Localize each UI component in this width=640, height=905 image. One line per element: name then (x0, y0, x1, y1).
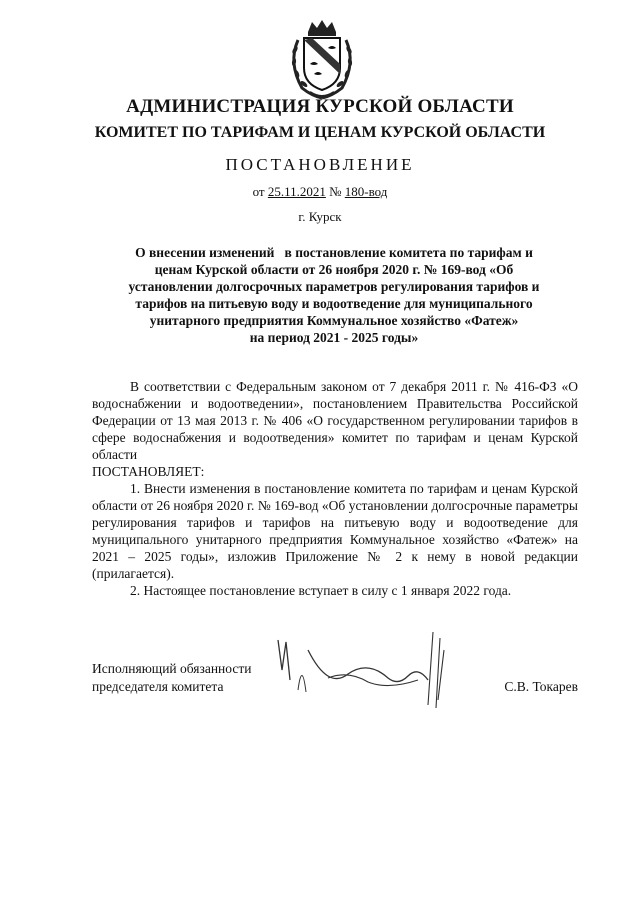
date-number-line (0, 184, 640, 200)
subject-line: на период 2021 - 2025 годы» (249, 330, 419, 345)
city: г. Курск (298, 209, 342, 224)
subject-line: О внесении изменений в постановление комитета по тарифам и (135, 245, 533, 260)
organization-title: АДМИНИСТРАЦИЯ КУРСКОЙ ОБЛАСТИ (126, 96, 514, 117)
subject-line: унитарного предприятия Коммунальное хозяйство «Фатеж» (149, 313, 519, 328)
resolves-heading: ПОСТАНОВЛЯЕТ: (92, 464, 205, 479)
item-1-paragraph: 1. Внести изменения в постановление комитета по тарифам и ценам Курской области от 26 ноября 2020 г. № 169-вод «Об установлении долгосрочные параметры регулирования тарифов и тарифов на питьевую воду и водоотведение для муниципального унитарного предприятия Коммунальное хозяйство «Фатеж» на 2021 – 2025 годы», изложив Приложение № 2 к нему в новой редакции (прилагается). (92, 481, 578, 581)
position-line: Исполняющий обязанности (92, 661, 252, 676)
number-sign: № (329, 184, 342, 199)
document-body (92, 378, 578, 599)
subject-line: ценам Курской области от 26 ноября 2020 г. № 169-вод «Об (154, 262, 514, 277)
coat-of-arms-icon (284, 18, 360, 100)
date-prefix: от (252, 184, 265, 199)
subject-line: установлении долгосрочных параметров регулирования тарифов и (128, 279, 540, 294)
handwritten-signature (268, 630, 468, 710)
document-number: 180-вод (344, 184, 388, 199)
position-line: председателя комитета (92, 679, 224, 694)
item-2-paragraph: 2. Настоящее постановление вступает в силу с 1 января 2022 года. (130, 583, 512, 598)
signatory-name: С.В. Токарев (504, 679, 578, 694)
document-date: 25.11.2021 (267, 184, 326, 199)
signatory-position (92, 660, 251, 696)
subject-line: тарифов на питьевую воду и водоотведение для муниципального (135, 296, 533, 311)
preamble-paragraph: В соответствии с Федеральным законом от 7 декабря 2011 г. № 416-ФЗ «О водоснабжении и водоотведении», постановлением Правительства Российской Федерации от 13 мая 2013 г. № 406 «О государственном регулировании тарифов в сфере водоснабжения и водоотведения» комитет по тарифам и ценам Курской области (92, 379, 578, 462)
document-type: ПОСТАНОВЛЕНИЕ (225, 155, 415, 174)
committee-title: КОМИТЕТ ПО ТАРИФАМ И ЦЕНАМ КУРСКОЙ ОБЛАСТИ (94, 124, 546, 141)
document-subject (100, 244, 568, 346)
